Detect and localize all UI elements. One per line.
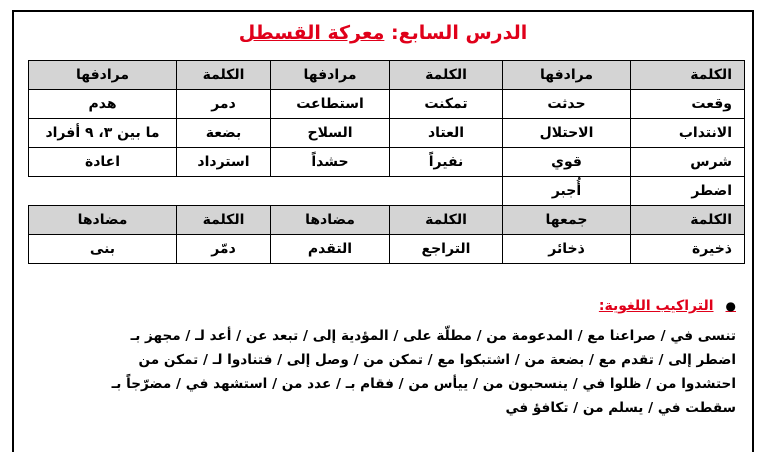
table-cell: وقعت: [631, 90, 745, 119]
table-cell: استرداد: [177, 148, 271, 177]
table-header-cell: مرادفها: [503, 61, 631, 90]
table-cell: التقدم: [271, 235, 390, 264]
table-cell: دمّر: [177, 235, 271, 264]
table-cell: العتاد: [390, 119, 503, 148]
table-row: [29, 119, 745, 148]
table-cell: الاحتلال: [503, 119, 631, 148]
lesson-title-main: معركة القسطل: [238, 22, 385, 44]
table-cell: حدثت: [503, 90, 631, 119]
table-cell: حشداً: [271, 148, 390, 177]
table-cell: ذخائر: [503, 235, 631, 264]
table-header-cell: الكلمة: [177, 61, 271, 90]
table-row: [29, 90, 745, 119]
table-cell: نفيراً: [390, 148, 503, 177]
worksheet-page: [12, 10, 754, 452]
table-cell: تمكنت: [390, 90, 503, 119]
table-header-cell: مرادفها: [29, 61, 177, 90]
table-header-cell: جمعها: [503, 206, 631, 235]
table-row: [29, 177, 745, 206]
lesson-title-prefix: الدرس السابع:: [391, 22, 528, 44]
table-header-row: [29, 61, 745, 90]
structures-paragraph: [54, 324, 736, 420]
structures-line: سقطت في / يسلم من / تكافؤ في: [505, 400, 736, 416]
table-cell: بنى: [29, 235, 177, 264]
table-header-cell: الكلمة: [390, 206, 503, 235]
structures-line: احتشدوا من / ظلوا في / ينسحبون من / ييأس من / فقام بـ / عدد من / استشهد في / مضرّجاً بـ: [111, 376, 736, 392]
table-cell: ذخيرة: [631, 235, 745, 264]
bullet-icon: ●: [725, 299, 736, 313]
structures-line: اضطر إلى / تقدم مع / بضعة من / اشتبكوا مع / تمكن من / وصل إلى / فتنادوا لـ / تمكن من: [138, 352, 736, 368]
vocabulary-table: [28, 60, 745, 264]
table-cell: شرس: [631, 148, 745, 177]
table-cell: اعادة: [29, 148, 177, 177]
table-header-cell: الكلمة: [390, 61, 503, 90]
table-cell: الانتداب: [631, 119, 745, 148]
structures-line: تنسى في / صراعنا مع / المدعومة من / مطلّة على / المؤدية إلى / تبعد عن / أعد لـ / مجهز بـ: [130, 328, 736, 344]
table-header-cell: مرادفها: [271, 61, 390, 90]
table-header-cell: الكلمة: [177, 206, 271, 235]
table-cell: ما بين ٣، ٩ أفراد: [29, 119, 177, 148]
language-structures-section: [54, 298, 736, 420]
table-row: [29, 148, 745, 177]
table-cell: السلاح: [271, 119, 390, 148]
structures-heading: [54, 298, 736, 314]
structures-title: التراكيب اللغوية:: [598, 298, 714, 314]
table-header-cell: الكلمة: [631, 61, 745, 90]
table-cell: دمر: [177, 90, 271, 119]
table-header-cell: مضادها: [271, 206, 390, 235]
table-cell: أُجبر: [503, 177, 631, 206]
table-cell: التراجع: [390, 235, 503, 264]
table-cell: استطاعت: [271, 90, 390, 119]
table-cell: اضطر: [631, 177, 745, 206]
table-empty-cell: [29, 177, 503, 206]
table-header-cell: الكلمة: [631, 206, 745, 235]
table-header-row: [29, 206, 745, 235]
table-header-cell: مضادها: [29, 206, 177, 235]
table-cell: هدم: [29, 90, 177, 119]
table-row: [29, 235, 745, 264]
lesson-title: [14, 22, 752, 44]
table-cell: بضعة: [177, 119, 271, 148]
table-cell: قوي: [503, 148, 631, 177]
